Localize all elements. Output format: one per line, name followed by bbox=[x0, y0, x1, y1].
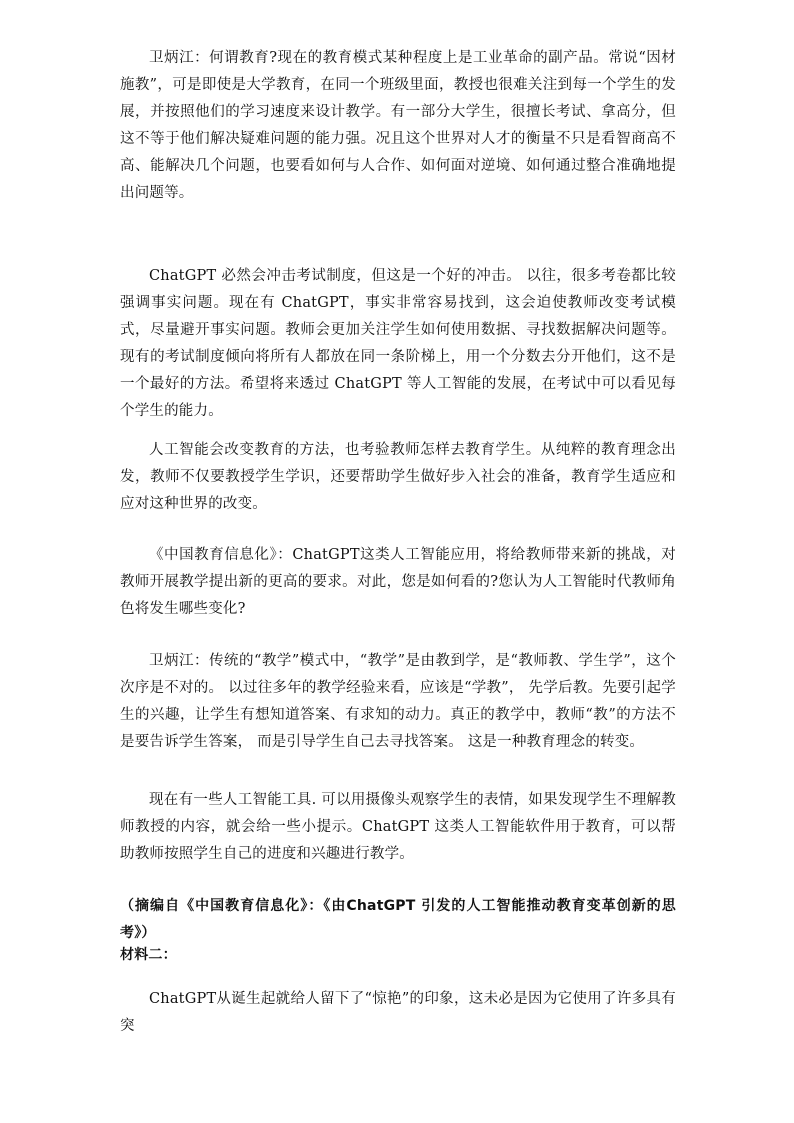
paragraph-interview-question: 《中国教育信息化》：ChatGPT这类人工智能应用，将给教师带来新的挑战，对教师开展教学提出新的更高的要求。对此，您是如何看的?您认为人工智能时代教师角色将发生哪些变化? bbox=[120, 547, 676, 617]
paragraph-chatgpt-exam: ChatGPT 必然会冲击考试制度，但这是一个好的冲击。 以往，很多考卷都比较强调事实问题。现在有 ChatGPT，事实非常容易找到，这会迫使教师改变考试模式，尽量避开事实问题。教师会更加关注学生如何使用数据、寻找数据解决问题等。现有的考试制度倾向将所有人都放在同一条阶梯上，用一个分数去分开他们，这不是一个最好的方法。希望将来透过 ChatGPT 等人工智能的发展，在考试中可以看见每个学生的能力。 bbox=[120, 268, 676, 419]
paragraph-ai-tools: 现在有一些人工智能工具. 可以用摄像头观察学生的表情，如果发现学生不理解教师教授的内容，就会给一些小提示。ChatGPT 这类人工智能软件用于教育，可以帮助教师按照学生自己的进度和兴趣进行教学。 bbox=[120, 792, 676, 862]
source-citation: （摘编自《中国教育信息化》：《由ChatGPT 引发的人工智能推动教育变革创新的思考》） bbox=[120, 898, 676, 941]
paragraph-interview-answer-1: 卫炳江：何谓教育?现在的教育模式某种程度上是工业革命的副产品。常说“因材施教”，可是即使是大学教育，在同一个班级里面，教授也很难关注到每一个学生的发展，并按照他们的学习速度来设计教学。有一部分大学生，很擅长考试、拿高分，但这不等于他们解决疑难问题的能力强。况且这个世界对人才的衡量不只是看智商高不高、能解决几个问题，也要看如何与人合作、如何面对逆境、如何通过整合准确地提出问题等。 bbox=[120, 50, 676, 201]
paragraph-material-2-start: ChatGPT从诞生起就给人留下了“惊艳”的印象，这未必是因为它使用了许多具有突 bbox=[120, 991, 676, 1034]
paragraph-ai-education-method: 人工智能会改变教育的方法，也考验教师怎样去教育学生。从纯粹的教育理念出发，教师不仅要教授学生学识，还要帮助学生做好步入社会的准备，教育学生适应和应对这种世界的改变。 bbox=[120, 442, 676, 512]
section-heading-material-2: 材料二： bbox=[120, 947, 177, 963]
paragraph-interview-answer-2: 卫炳江：传统的“教学”模式中，“教学”是由教到学，是“教师教、学生学”，这个次序是不对的。 以过往多年的教学经验来看，应该是“学教”， 先学后教。先要引起学生的兴趣，让学生有想知道答案、有求知的动力。真正的教学中，教师“教”的方法不是要告诉学生答案， 而是引导学生自己去寻找答案。 这是一种教育理念的转变。 bbox=[120, 653, 676, 750]
